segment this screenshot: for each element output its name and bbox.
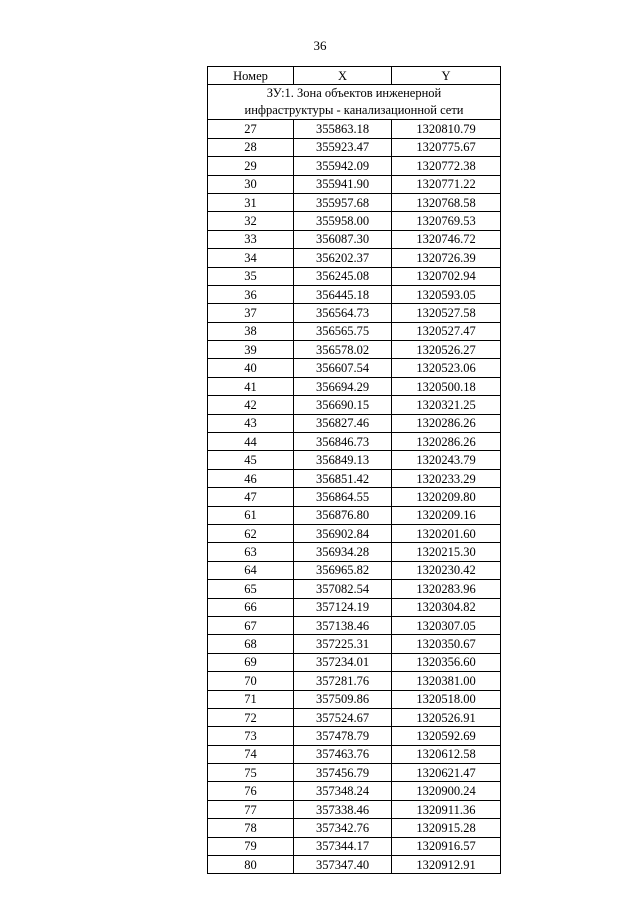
- cell-number: 62: [208, 524, 294, 542]
- cell-y: 1320772.38: [392, 157, 501, 175]
- cell-number: 76: [208, 782, 294, 800]
- cell-y: 1320592.69: [392, 727, 501, 745]
- zone-title: [208, 85, 501, 120]
- cell-x: 356607.54: [294, 359, 392, 377]
- table-row: [208, 488, 501, 506]
- table-row: [208, 230, 501, 248]
- cell-x: 357509.86: [294, 690, 392, 708]
- cell-x: 356934.28: [294, 543, 392, 561]
- zone-title-row: [208, 85, 501, 120]
- table-row: [208, 800, 501, 818]
- cell-number: 38: [208, 322, 294, 340]
- cell-y: 1320911.36: [392, 800, 501, 818]
- cell-x: 355863.18: [294, 120, 392, 138]
- table-row: [208, 580, 501, 598]
- cell-number: 27: [208, 120, 294, 138]
- cell-x: 356245.08: [294, 267, 392, 285]
- cell-x: 356564.73: [294, 304, 392, 322]
- cell-y: 1320233.29: [392, 469, 501, 487]
- cell-number: 70: [208, 672, 294, 690]
- cell-x: 356690.15: [294, 396, 392, 414]
- table-row: [208, 285, 501, 303]
- cell-x: 356849.13: [294, 451, 392, 469]
- cell-number: 73: [208, 727, 294, 745]
- cell-number: 47: [208, 488, 294, 506]
- cell-x: 356202.37: [294, 249, 392, 267]
- table-row: [208, 856, 501, 874]
- cell-number: 63: [208, 543, 294, 561]
- cell-x: 355942.09: [294, 157, 392, 175]
- cell-y: 1320768.58: [392, 193, 501, 211]
- cell-number: 37: [208, 304, 294, 322]
- table-row: [208, 120, 501, 138]
- cell-number: 79: [208, 837, 294, 855]
- table-row: [208, 359, 501, 377]
- table-row: [208, 782, 501, 800]
- cell-y: 1320916.57: [392, 837, 501, 855]
- cell-y: 1320201.60: [392, 524, 501, 542]
- cell-number: 40: [208, 359, 294, 377]
- cell-number: 74: [208, 745, 294, 763]
- cell-x: 357124.19: [294, 598, 392, 616]
- cell-number: 35: [208, 267, 294, 285]
- table-row: [208, 837, 501, 855]
- cell-x: 357234.01: [294, 653, 392, 671]
- table-row: [208, 745, 501, 763]
- cell-y: 1320527.47: [392, 322, 501, 340]
- cell-number: 29: [208, 157, 294, 175]
- cell-number: 43: [208, 414, 294, 432]
- table-row: [208, 635, 501, 653]
- cell-number: 44: [208, 433, 294, 451]
- cell-x: 355923.47: [294, 138, 392, 156]
- table-row: [208, 690, 501, 708]
- header-number: Номер: [208, 67, 294, 85]
- cell-x: 356864.55: [294, 488, 392, 506]
- table-row: [208, 672, 501, 690]
- cell-number: 31: [208, 193, 294, 211]
- cell-x: 356876.80: [294, 506, 392, 524]
- cell-y: 1320915.28: [392, 819, 501, 837]
- table-row: [208, 414, 501, 432]
- table-row: [208, 212, 501, 230]
- cell-x: 356902.84: [294, 524, 392, 542]
- cell-x: 357138.46: [294, 616, 392, 634]
- table-row: [208, 157, 501, 175]
- cell-number: 34: [208, 249, 294, 267]
- cell-y: 1320321.25: [392, 396, 501, 414]
- table-row: [208, 616, 501, 634]
- cell-number: 28: [208, 138, 294, 156]
- cell-x: 355957.68: [294, 193, 392, 211]
- cell-y: 1320526.27: [392, 341, 501, 359]
- cell-y: 1320209.80: [392, 488, 501, 506]
- cell-y: 1320900.24: [392, 782, 501, 800]
- table-row: [208, 506, 501, 524]
- table-row: [208, 377, 501, 395]
- cell-number: 71: [208, 690, 294, 708]
- table-row: [208, 708, 501, 726]
- cell-x: 356965.82: [294, 561, 392, 579]
- table-row: [208, 561, 501, 579]
- cell-number: 45: [208, 451, 294, 469]
- cell-x: 357348.24: [294, 782, 392, 800]
- header-y: Y: [392, 67, 501, 85]
- cell-x: 357342.76: [294, 819, 392, 837]
- cell-y: 1320230.42: [392, 561, 501, 579]
- cell-number: 46: [208, 469, 294, 487]
- table-row: [208, 433, 501, 451]
- cell-number: 64: [208, 561, 294, 579]
- cell-y: 1320209.16: [392, 506, 501, 524]
- cell-y: 1320518.00: [392, 690, 501, 708]
- table-row: [208, 304, 501, 322]
- zone-title-line-2: инфраструктуры - канализационной сети: [244, 103, 464, 118]
- table-row: [208, 341, 501, 359]
- cell-y: 1320726.39: [392, 249, 501, 267]
- table-row: [208, 249, 501, 267]
- cell-number: 30: [208, 175, 294, 193]
- cell-number: 41: [208, 377, 294, 395]
- table-row: [208, 524, 501, 542]
- cell-x: 357281.76: [294, 672, 392, 690]
- cell-number: 67: [208, 616, 294, 634]
- cell-y: 1320350.67: [392, 635, 501, 653]
- cell-number: 65: [208, 580, 294, 598]
- cell-y: 1320702.94: [392, 267, 501, 285]
- cell-y: 1320356.60: [392, 653, 501, 671]
- cell-x: 356827.46: [294, 414, 392, 432]
- cell-x: 356578.02: [294, 341, 392, 359]
- cell-x: 357463.76: [294, 745, 392, 763]
- cell-number: 69: [208, 653, 294, 671]
- cell-y: 1320243.79: [392, 451, 501, 469]
- table-row: [208, 193, 501, 211]
- cell-x: 356087.30: [294, 230, 392, 248]
- table-row: [208, 138, 501, 156]
- table-row: [208, 396, 501, 414]
- cell-x: 357338.46: [294, 800, 392, 818]
- coordinates-table: [207, 66, 501, 874]
- table-row: [208, 322, 501, 340]
- cell-y: 1320215.30: [392, 543, 501, 561]
- table-row: [208, 469, 501, 487]
- cell-y: 1320286.26: [392, 433, 501, 451]
- cell-y: 1320286.26: [392, 414, 501, 432]
- cell-x: 356565.75: [294, 322, 392, 340]
- cell-y: 1320769.53: [392, 212, 501, 230]
- page-number: 36: [313, 38, 327, 53]
- cell-y: 1320771.22: [392, 175, 501, 193]
- cell-y: 1320621.47: [392, 764, 501, 782]
- cell-y: 1320304.82: [392, 598, 501, 616]
- cell-y: 1320523.06: [392, 359, 501, 377]
- cell-x: 357082.54: [294, 580, 392, 598]
- cell-x: 355941.90: [294, 175, 392, 193]
- cell-x: 357344.17: [294, 837, 392, 855]
- cell-x: 356851.42: [294, 469, 392, 487]
- cell-y: 1320526.91: [392, 708, 501, 726]
- cell-y: 1320746.72: [392, 230, 501, 248]
- cell-x: 357225.31: [294, 635, 392, 653]
- cell-y: 1320307.05: [392, 616, 501, 634]
- cell-x: 356445.18: [294, 285, 392, 303]
- cell-x: 357347.40: [294, 856, 392, 874]
- table-row: [208, 764, 501, 782]
- cell-number: 78: [208, 819, 294, 837]
- cell-number: 72: [208, 708, 294, 726]
- cell-number: 36: [208, 285, 294, 303]
- cell-y: 1320527.58: [392, 304, 501, 322]
- cell-y: 1320775.67: [392, 138, 501, 156]
- cell-number: 33: [208, 230, 294, 248]
- cell-x: 356846.73: [294, 433, 392, 451]
- cell-number: 77: [208, 800, 294, 818]
- cell-y: 1320500.18: [392, 377, 501, 395]
- cell-y: 1320283.96: [392, 580, 501, 598]
- cell-number: 68: [208, 635, 294, 653]
- table-row: [208, 598, 501, 616]
- cell-y: 1320593.05: [392, 285, 501, 303]
- cell-number: 66: [208, 598, 294, 616]
- cell-number: 42: [208, 396, 294, 414]
- table-header-row: [208, 67, 501, 85]
- cell-y: 1320810.79: [392, 120, 501, 138]
- cell-x: 357478.79: [294, 727, 392, 745]
- cell-number: 61: [208, 506, 294, 524]
- cell-x: 357524.67: [294, 708, 392, 726]
- cell-number: 32: [208, 212, 294, 230]
- table-row: [208, 727, 501, 745]
- cell-y: 1320912.91: [392, 856, 501, 874]
- table-row: [208, 175, 501, 193]
- cell-x: 357456.79: [294, 764, 392, 782]
- cell-x: 356694.29: [294, 377, 392, 395]
- header-x: X: [294, 67, 392, 85]
- table-row: [208, 653, 501, 671]
- table-row: [208, 267, 501, 285]
- cell-number: 80: [208, 856, 294, 874]
- cell-y: 1320381.00: [392, 672, 501, 690]
- zone-title-line-1: ЗУ:1. Зона объектов инженерной: [266, 86, 442, 101]
- cell-x: 355958.00: [294, 212, 392, 230]
- cell-y: 1320612.58: [392, 745, 501, 763]
- table-row: [208, 451, 501, 469]
- table-row: [208, 819, 501, 837]
- table-row: [208, 543, 501, 561]
- cell-number: 39: [208, 341, 294, 359]
- cell-number: 75: [208, 764, 294, 782]
